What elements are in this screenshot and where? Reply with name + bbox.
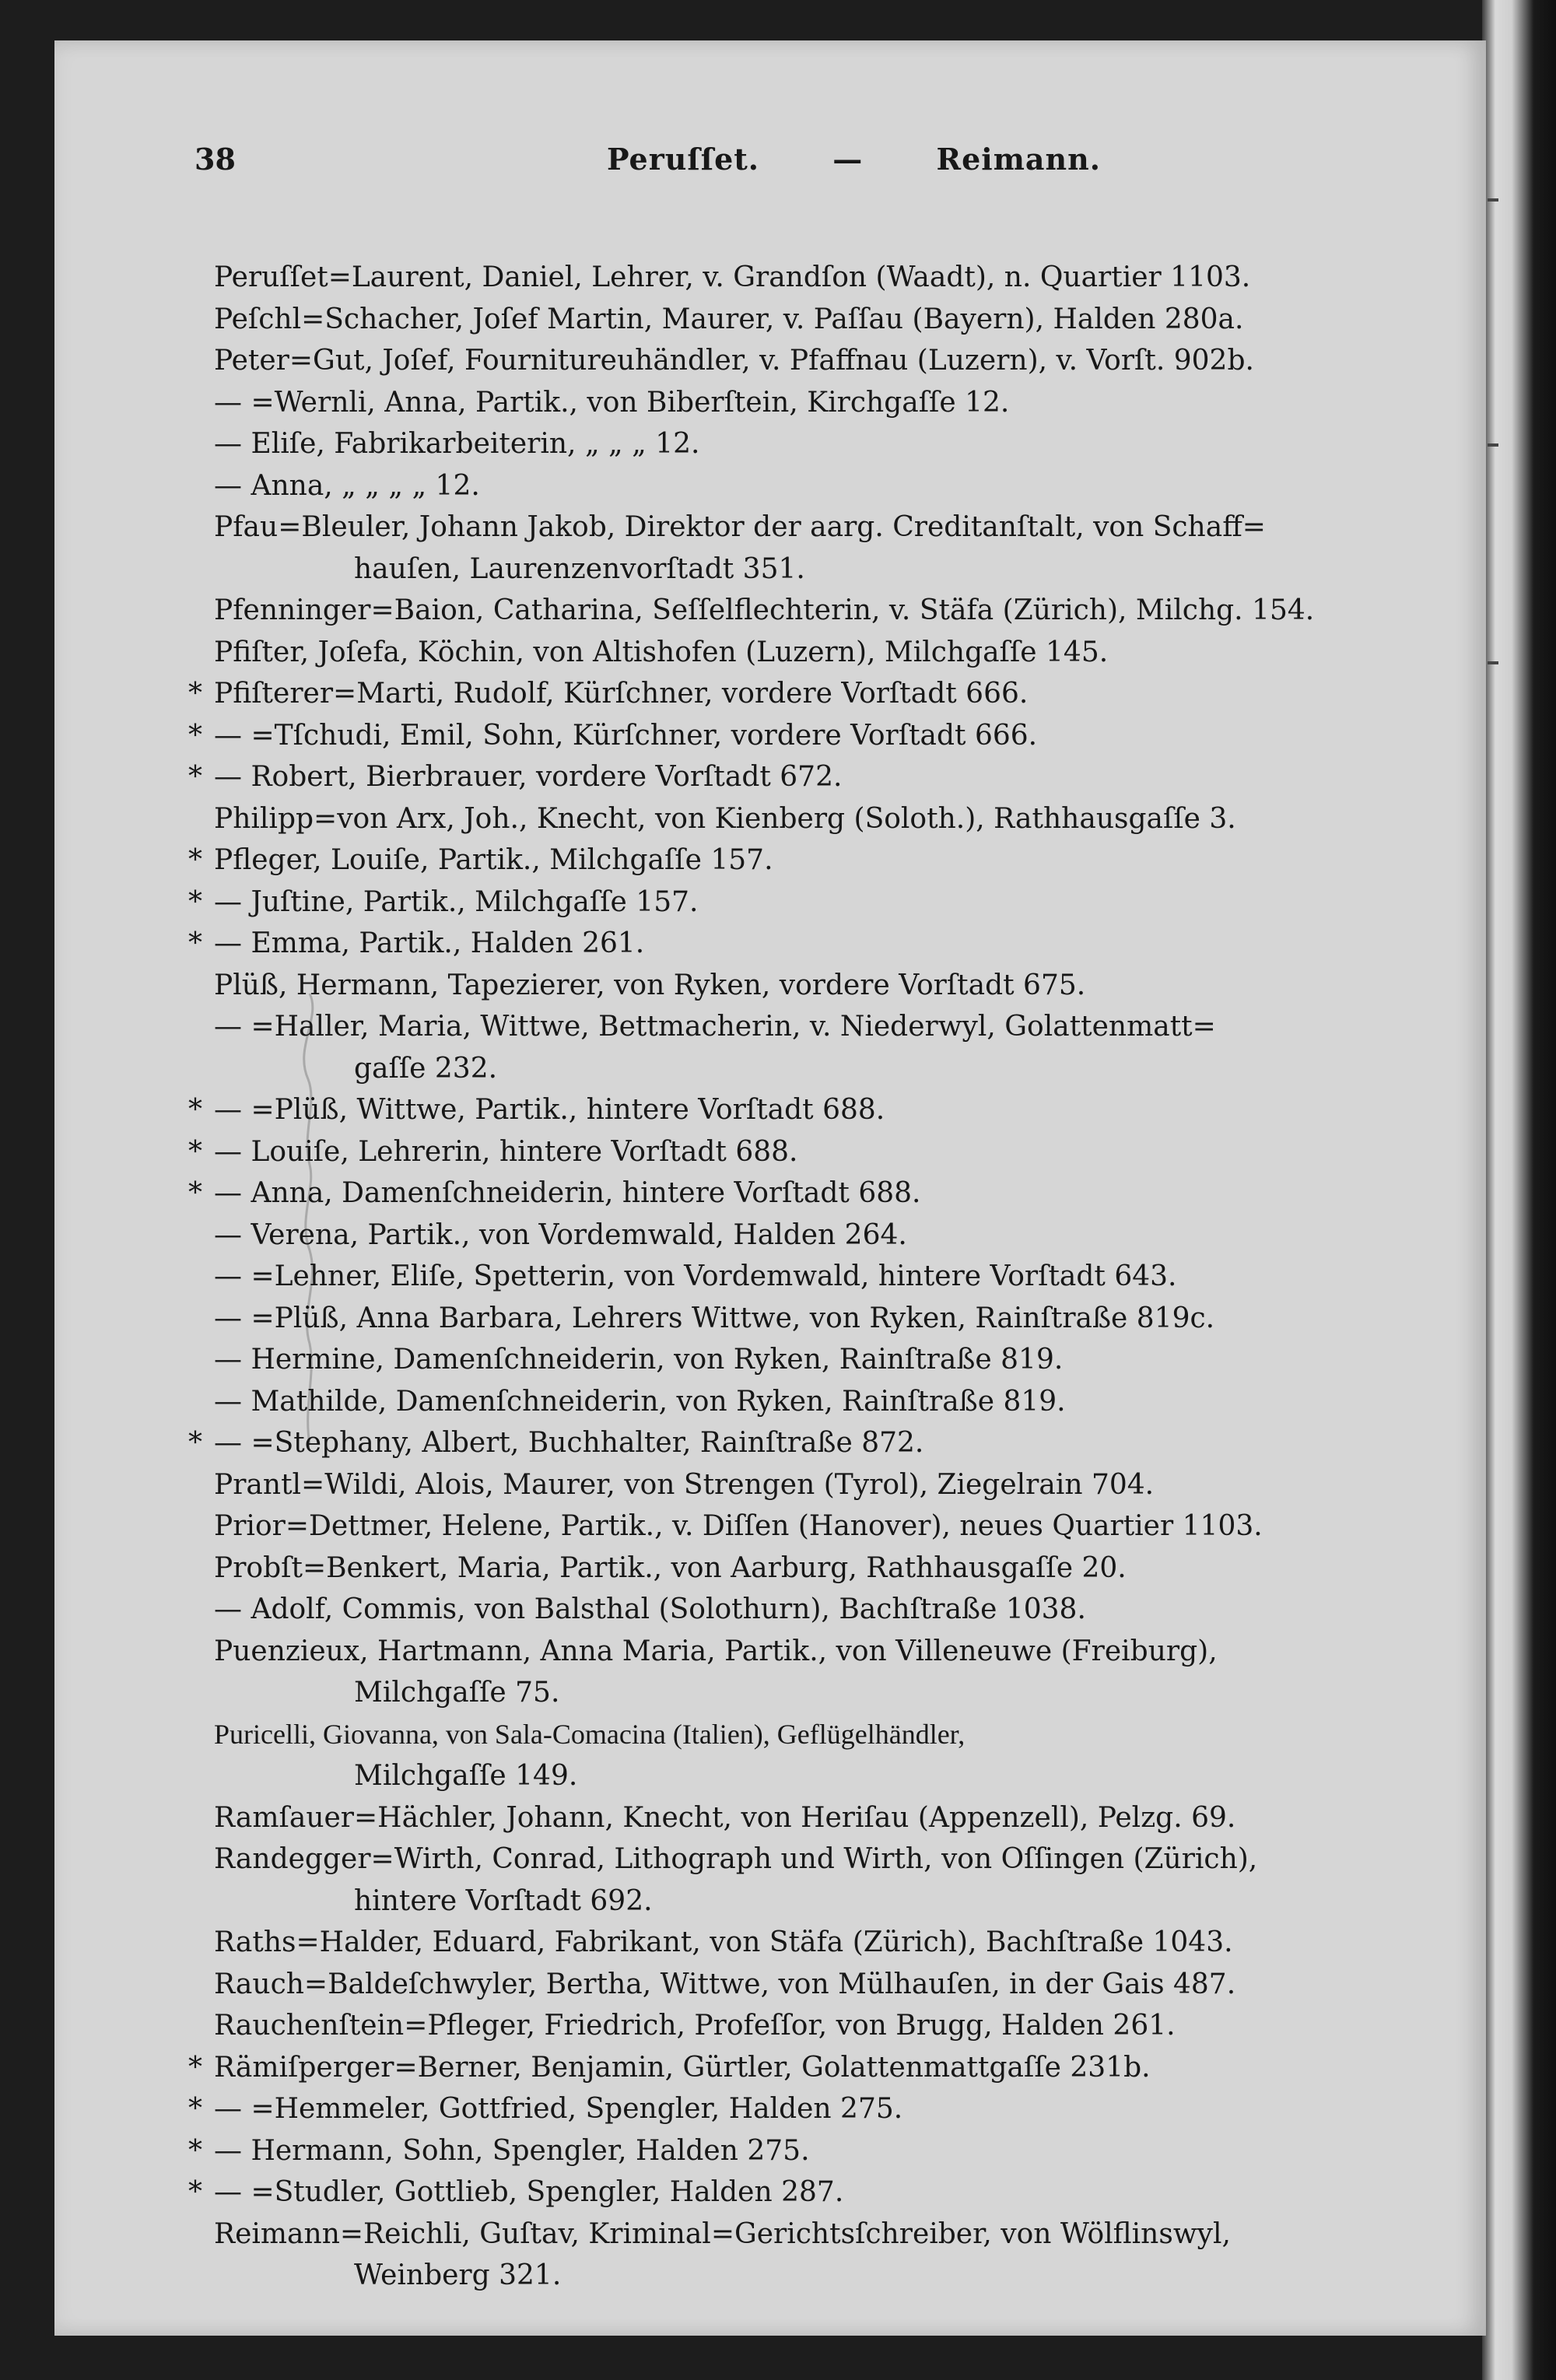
directory-entry-line bbox=[188, 1422, 1432, 1464]
directory-entry-line bbox=[214, 1464, 1432, 1506]
directory-entry-line bbox=[214, 299, 1432, 341]
directory-entry-line bbox=[214, 423, 1432, 465]
entry-text: — =Lehner, Eliſe, Spetterin, von Vordemwald, hintere Vorſtadt 643. bbox=[214, 1260, 1177, 1292]
entry-text: Pfenninger=Baion, Catharina, Seſſelflechterin, v. Stäfa (Zürich), Milchg. 154. bbox=[214, 594, 1315, 626]
running-header bbox=[194, 132, 1439, 187]
entry-text: Rämiſperger=Berner, Benjamin, Gürtler, Golattenmattgaſſe 231b. bbox=[214, 2051, 1151, 2084]
directory-entry-line bbox=[214, 465, 1432, 507]
entry-text: Ramſauer=Hächler, Johann, Knecht, von Heriſau (Appenzell), Pelzg. 69. bbox=[214, 1801, 1236, 1834]
directory-entry-line bbox=[214, 1505, 1432, 1548]
directory-entry-line bbox=[188, 839, 1432, 882]
entry-text: Prantl=Wildi, Alois, Maurer, von Strengen (Tyrol), Ziegelrain 704. bbox=[214, 1468, 1155, 1501]
directory-entry-line bbox=[214, 1838, 1432, 1881]
page-number: 38 bbox=[194, 142, 236, 177]
entry-text: Peter=Gut, Joſef, Fournitureuhändler, v. Pfaffnau (Luzern), v. Vorſt. 902b. bbox=[214, 345, 1254, 377]
directory-entry-line bbox=[214, 340, 1432, 382]
entry-asterisk: * bbox=[188, 719, 202, 752]
directory-entry-line bbox=[188, 2047, 1432, 2089]
entry-text: — Mathilde, Damenſchneiderin, von Ryken, Rainſtraße 819. bbox=[214, 1385, 1066, 1418]
entry-asterisk: * bbox=[188, 2176, 202, 2208]
book-spine bbox=[1482, 0, 1556, 2380]
directory-entry-line bbox=[214, 1048, 1432, 1090]
entry-text: Raths=Halder, Eduard, Fabrikant, von Stäfa (Zürich), Bachſtraße 1043. bbox=[214, 1926, 1233, 1958]
entry-text: — =Hemmeler, Gottfried, Spengler, Halden 275. bbox=[214, 2093, 903, 2125]
directory-entry-line bbox=[214, 1922, 1432, 1964]
entry-text: Prior=Dettmer, Helene, Partik., v. Diſſen (Hanover), neues Quartier 1103. bbox=[214, 1510, 1263, 1542]
directory-entry-line bbox=[214, 1714, 1432, 1756]
directory-entry-line bbox=[214, 1672, 1432, 1714]
entry-text: Pfiſter, Joſefa, Köchin, von Altishofen (Luzern), Milchgaſſe 145. bbox=[214, 636, 1109, 668]
entry-text: Peruſſet=Laurent, Daniel, Lehrer, v. Grandſon (Waadt), n. Quartier 1103. bbox=[214, 261, 1251, 293]
entry-text: — Eliſe, Fabrikarbeiterin, „ „ „ 12. bbox=[214, 428, 700, 460]
directory-entry-line bbox=[214, 1964, 1432, 2006]
entry-text: Probſt=Benkert, Maria, Partik., von Aarburg, Rathhausgaſſe 20. bbox=[214, 1551, 1127, 1584]
entry-text: — Hermann, Sohn, Spengler, Halden 275. bbox=[214, 2134, 810, 2167]
directory-entry-line bbox=[214, 1006, 1432, 1048]
entry-text: — =Plüß, Wittwe, Partik., hintere Vorſtadt 688. bbox=[214, 1094, 885, 1126]
entry-text: — =Tſchudi, Emil, Sohn, Kürſchner, vordere Vorſtadt 666. bbox=[214, 719, 1038, 752]
entry-asterisk: * bbox=[188, 761, 202, 793]
directory-entry-line bbox=[214, 2214, 1432, 2256]
entry-text: — =Plüß, Anna Barbara, Lehrers Wittwe, von Ryken, Rainſtraße 819c. bbox=[214, 1302, 1215, 1334]
directory-entry-line bbox=[214, 549, 1432, 591]
entry-text: — =Stephany, Albert, Buchhalter, Rainſtraße 872. bbox=[214, 1427, 924, 1459]
directory-entry-line bbox=[214, 2255, 1432, 2297]
entry-text: — Juſtine, Partik., Milchgaſſe 157. bbox=[214, 885, 699, 918]
edge-mark bbox=[1488, 661, 1498, 664]
entry-asterisk: * bbox=[188, 927, 202, 959]
directory-entry-line bbox=[214, 382, 1432, 424]
directory-entry-line bbox=[188, 756, 1432, 798]
entry-text: — Robert, Bierbrauer, vordere Vorſtadt 672. bbox=[214, 761, 843, 793]
entry-asterisk: * bbox=[188, 1094, 202, 1126]
entry-text: Rauchenſtein=Pfleger, Friedrich, Profeſſor, von Brugg, Halden 261. bbox=[214, 2010, 1176, 2042]
entry-text: Pfiſterer=Marti, Rudolf, Kürſchner, vordere Vorſtadt 666. bbox=[214, 678, 1029, 710]
directory-entry-line bbox=[188, 715, 1432, 757]
edge-mark bbox=[1488, 198, 1498, 202]
directory-entry-line bbox=[188, 1089, 1432, 1131]
directory-entry-line bbox=[188, 923, 1432, 965]
entry-text: — =Studler, Gottlieb, Spengler, Halden 287. bbox=[214, 2176, 844, 2208]
directory-entry-line bbox=[214, 1256, 1432, 1298]
header-last-word: Reimann. bbox=[936, 142, 1102, 177]
entry-text: Weinberg 321. bbox=[354, 2259, 562, 2291]
entry-text: — Anna, „ „ „ „ 12. bbox=[214, 469, 480, 502]
directory-entry-line bbox=[188, 1172, 1432, 1215]
entry-asterisk: * bbox=[188, 844, 202, 876]
entry-asterisk: * bbox=[188, 1427, 202, 1459]
entry-text: Peſchl=Schacher, Joſef Martin, Maurer, v. Paſſau (Bayern), Halden 280a. bbox=[214, 303, 1244, 335]
directory-entry-line bbox=[188, 882, 1432, 924]
header-guide-words bbox=[607, 132, 1101, 187]
directory-entry-line bbox=[214, 1381, 1432, 1423]
directory-entry-line bbox=[214, 2005, 1432, 2047]
directory-entry-line bbox=[214, 257, 1432, 299]
directory-entry-line bbox=[214, 1589, 1432, 1631]
directory-entry-line bbox=[214, 632, 1432, 674]
edge-mark bbox=[1488, 443, 1498, 447]
entry-text: hauſen, Laurenzenvorſtadt 351. bbox=[354, 552, 805, 585]
directory-entry-line bbox=[188, 2171, 1432, 2214]
directory-entry-line bbox=[214, 965, 1432, 1007]
directory-entry-line bbox=[214, 1755, 1432, 1797]
directory-entry-line bbox=[188, 673, 1432, 715]
directory-entry-line bbox=[214, 798, 1432, 840]
entry-text: Puenzieux, Hartmann, Anna Maria, Partik., von Villeneuwe (Freiburg), bbox=[214, 1635, 1218, 1667]
entry-text: Rauch=Baldeſchwyler, Bertha, Wittwe, von Mülhauſen, in der Gais 487. bbox=[214, 1968, 1236, 2000]
directory-entry-line bbox=[188, 2130, 1432, 2172]
entry-asterisk: * bbox=[188, 1135, 202, 1168]
directory-entry-line bbox=[214, 1339, 1432, 1381]
entry-text: — Anna, Damenſchneiderin, hintere Vorſtadt 688. bbox=[214, 1177, 921, 1209]
entry-text: Pfleger, Louiſe, Partik., Milchgaſſe 157. bbox=[214, 844, 773, 876]
entry-text: Milchgaſſe 75. bbox=[354, 1677, 560, 1709]
directory-entry-line bbox=[188, 2088, 1432, 2130]
entry-text: Reimann=Reichli, Guſtav, Kriminal=Gerichtsſchreiber, von Wölflinswyl, bbox=[214, 2217, 1231, 2250]
entry-text: gaſſe 232. bbox=[354, 1052, 498, 1085]
entry-asterisk: * bbox=[188, 885, 202, 918]
entry-text: — =Wernli, Anna, Partik., von Biberſtein, Kirchgaſſe 12. bbox=[214, 386, 1010, 419]
entry-text: — Verena, Partik., von Vordemwald, Halden 264. bbox=[214, 1218, 907, 1251]
entry-asterisk: * bbox=[188, 1177, 202, 1209]
entry-text: Plüß, Hermann, Tapezierer, von Ryken, vordere Vorſtadt 675. bbox=[214, 969, 1086, 1001]
directory-entry-line bbox=[214, 590, 1432, 632]
directory-entry-line bbox=[214, 1215, 1432, 1257]
entry-asterisk: * bbox=[188, 2051, 202, 2084]
entry-text: Puricelli, Giovanna, von Sala-Comacina (Italien), Geflügelhändler, bbox=[214, 1718, 965, 1750]
book-page bbox=[54, 40, 1486, 2336]
directory-entry-line bbox=[214, 506, 1432, 549]
entry-text: — Louiſe, Lehrerin, hintere Vorſtadt 688. bbox=[214, 1135, 798, 1168]
entry-text: hintere Vorſtadt 692. bbox=[354, 1884, 653, 1917]
header-first-word: Peruſſet. bbox=[607, 142, 760, 177]
directory-entry-line bbox=[214, 1548, 1432, 1590]
entry-text: — Adolf, Commis, von Balsthal (Solothurn), Bachſtraße 1038. bbox=[214, 1593, 1086, 1625]
entry-text: Pfau=Bleuler, Johann Jakob, Direktor der aarg. Creditanſtalt, von Schaff= bbox=[214, 511, 1266, 543]
directory-entry-line bbox=[188, 1131, 1432, 1173]
entry-asterisk: * bbox=[188, 2134, 202, 2167]
entry-text: — Hermine, Damenſchneiderin, von Ryken, Rainſtraße 819. bbox=[214, 1344, 1064, 1376]
directory-entry-line bbox=[214, 1881, 1432, 1923]
header-dash: — bbox=[832, 142, 864, 177]
directory-entry-line bbox=[214, 1298, 1432, 1340]
entry-asterisk: * bbox=[188, 2093, 202, 2125]
directory-entry-line bbox=[214, 1797, 1432, 1839]
entry-text: — Emma, Partik., Halden 261. bbox=[214, 927, 645, 959]
directory-entries bbox=[188, 257, 1432, 2297]
entry-asterisk: * bbox=[188, 678, 202, 710]
entry-text: — =Haller, Maria, Wittwe, Bettmacherin, v. Niederwyl, Golattenmatt= bbox=[214, 1011, 1216, 1043]
entry-text: Milchgaſſe 149. bbox=[354, 1760, 578, 1792]
directory-entry-line bbox=[214, 1631, 1432, 1673]
entry-text: Randegger=Wirth, Conrad, Lithograph und Wirth, von Oſſingen (Zürich), bbox=[214, 1843, 1258, 1875]
entry-text: Philipp=von Arx, Joh., Knecht, von Kienberg (Soloth.), Rathhausgaſſe 3. bbox=[214, 802, 1236, 835]
